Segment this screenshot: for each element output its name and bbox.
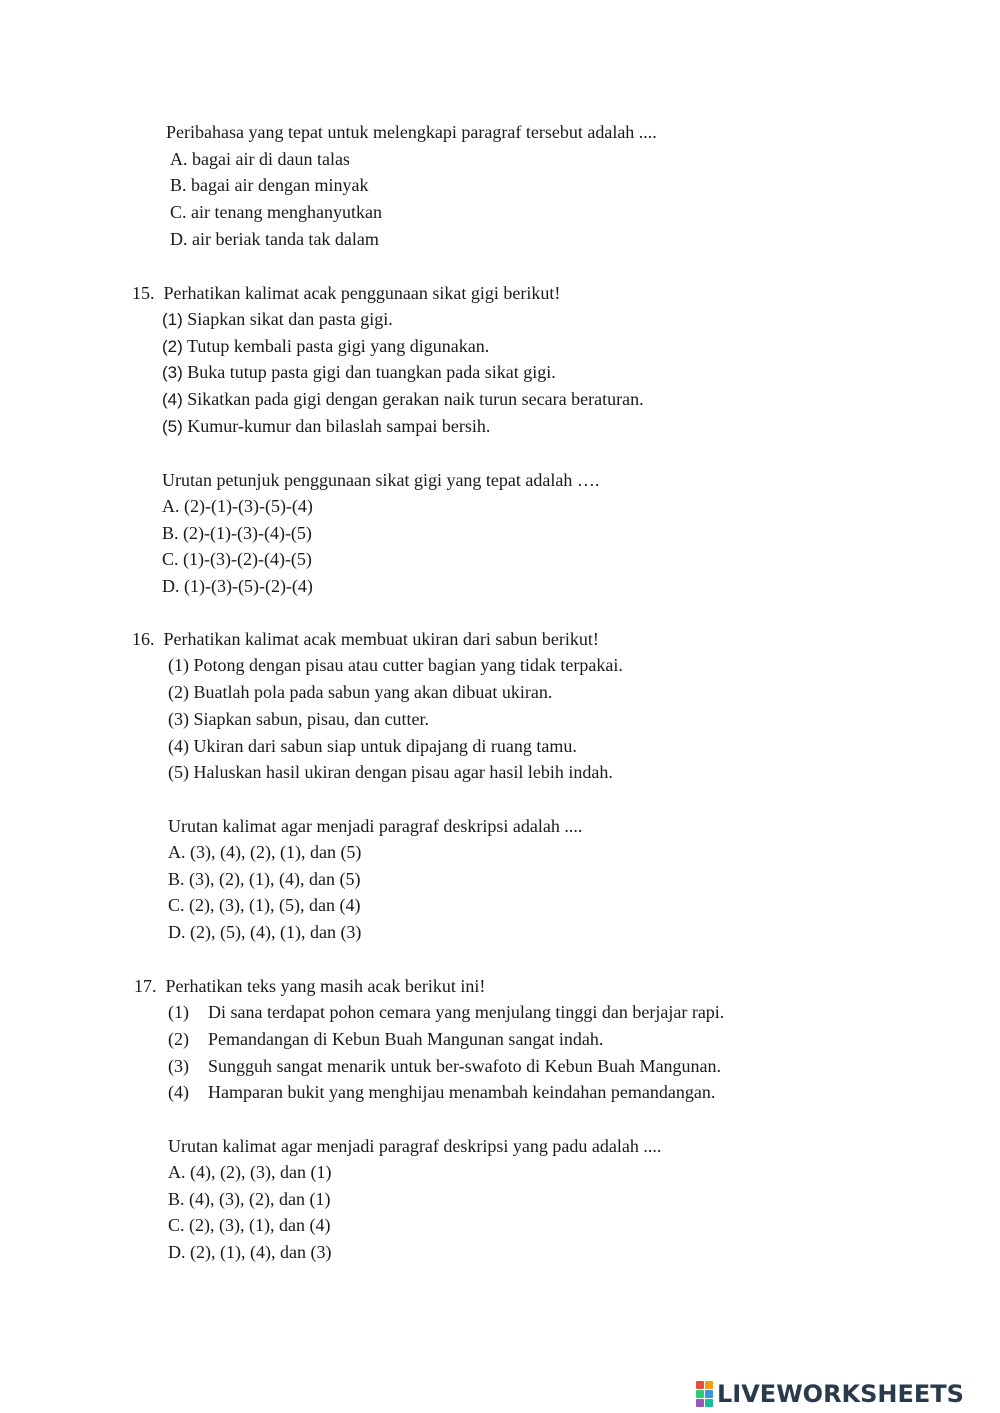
q15-item	[162, 388, 644, 411]
liveworksheets-brand[interactable]	[696, 1377, 964, 1411]
q15-item	[162, 415, 490, 438]
q16-prompt: Urutan kalimat agar menjadi paragraf deskripsi adalah ....	[168, 816, 583, 836]
q15-option-c[interactable]: C. (1)-(3)-(2)-(4)-(5)	[162, 549, 312, 569]
q17-item-num: (4)	[168, 1082, 189, 1102]
q16-title: Perhatikan kalimat acak membuat ukiran dari sabun berikut!	[163, 629, 599, 649]
q17-item-num: (3)	[168, 1056, 189, 1076]
q14-option-c[interactable]: C. air tenang menghanyutkan	[170, 202, 382, 222]
q15-item-num: (4)	[162, 390, 183, 409]
q16-item: (2) Buatlah pola pada sabun yang akan dibuat ukiran.	[168, 682, 553, 702]
q16-option-c[interactable]: C. (2), (3), (1), (5), dan (4)	[168, 895, 361, 915]
q16-item: (5) Haluskan hasil ukiran dengan pisau agar hasil lebih indah.	[168, 762, 613, 782]
q15-number: 15.	[132, 283, 155, 303]
q17-item	[168, 1001, 724, 1023]
q16-option-b[interactable]: B. (3), (2), (1), (4), dan (5)	[168, 869, 361, 889]
q15-item-text: Sikatkan pada gigi dengan gerakan naik turun secara beraturan.	[187, 389, 644, 409]
q15-option-d[interactable]: D. (1)-(3)-(5)-(2)-(4)	[162, 576, 313, 596]
q17-heading	[134, 975, 485, 997]
q17-item-text: Hamparan bukit yang menghijau menambah keindahan pemandangan.	[208, 1082, 716, 1102]
q17-option-d[interactable]: D. (2), (1), (4), dan (3)	[168, 1242, 332, 1262]
q17-option-b[interactable]: B. (4), (3), (2), dan (1)	[168, 1189, 331, 1209]
q17-option-c[interactable]: C. (2), (3), (1), dan (4)	[168, 1215, 331, 1235]
q17-item	[168, 1055, 721, 1077]
q14-prompt: Peribahasa yang tepat untuk melengkapi paragraf tersebut adalah ....	[166, 122, 657, 142]
q15-heading	[132, 282, 560, 304]
q15-item-num: (3)	[162, 363, 183, 382]
q14-option-b[interactable]: B. bagai air dengan minyak	[170, 175, 369, 195]
q16-option-a[interactable]: A. (3), (4), (2), (1), dan (5)	[168, 842, 362, 862]
q17-item	[168, 1028, 603, 1050]
q14-option-d[interactable]: D. air beriak tanda tak dalam	[170, 229, 379, 249]
q15-option-a[interactable]: A. (2)-(1)-(3)-(5)-(4)	[162, 496, 313, 516]
q15-title: Perhatikan kalimat acak penggunaan sikat gigi berikut!	[163, 283, 561, 303]
q17-prompt: Urutan kalimat agar menjadi paragraf deskripsi yang padu adalah ....	[168, 1136, 662, 1156]
liveworksheets-logo-icon	[696, 1381, 713, 1407]
q17-number: 17.	[134, 976, 157, 996]
q17-item-text: Pemandangan di Kebun Buah Mangunan sangat indah.	[208, 1029, 604, 1049]
q17-title: Perhatikan teks yang masih acak berikut ini!	[165, 976, 486, 996]
q15-item-num: (5)	[162, 417, 183, 436]
liveworksheets-wordmark: LIVEWORKSHEETS	[717, 1380, 964, 1408]
q17-item-num: (2)	[168, 1029, 189, 1049]
q15-item-text: Kumur-kumur dan bilaslah sampai bersih.	[187, 416, 491, 436]
q15-prompt: Urutan petunjuk penggunaan sikat gigi yang tepat adalah ….	[162, 470, 600, 490]
q15-item-num: (1)	[162, 310, 183, 329]
q16-item: (1) Potong dengan pisau atau cutter bagian yang tidak terpakai.	[168, 655, 623, 675]
q15-option-b[interactable]: B. (2)-(1)-(3)-(4)-(5)	[162, 523, 312, 543]
q16-option-d[interactable]: D. (2), (5), (4), (1), dan (3)	[168, 922, 362, 942]
q15-item	[162, 308, 393, 331]
q15-item-text: Siapkan sikat dan pasta gigi.	[187, 309, 393, 329]
q16-item: (4) Ukiran dari sabun siap untuk dipajang di ruang tamu.	[168, 736, 577, 756]
q17-item-text: Sungguh sangat menarik untuk ber-swafoto di Kebun Buah Mangunan.	[208, 1056, 722, 1076]
q17-item-num: (1)	[168, 1002, 189, 1022]
q15-item-text: Buka tutup pasta gigi dan tuangkan pada sikat gigi.	[187, 362, 556, 382]
q17-option-a[interactable]: A. (4), (2), (3), dan (1)	[168, 1162, 332, 1182]
q15-item-text: Tutup kembali pasta gigi yang digunakan.	[186, 336, 490, 356]
q16-number: 16.	[132, 629, 155, 649]
q17-item	[168, 1081, 715, 1103]
q16-item: (3) Siapkan sabun, pisau, dan cutter.	[168, 709, 429, 729]
q15-item-num: (2)	[162, 337, 183, 356]
q17-item-text: Di sana terdapat pohon cemara yang menjulang tinggi dan berjajar rapi.	[208, 1002, 725, 1022]
q15-item	[162, 361, 556, 384]
q16-heading	[132, 628, 599, 650]
q14-option-a[interactable]: A. bagai air di daun talas	[170, 149, 350, 169]
q15-item	[162, 335, 489, 358]
